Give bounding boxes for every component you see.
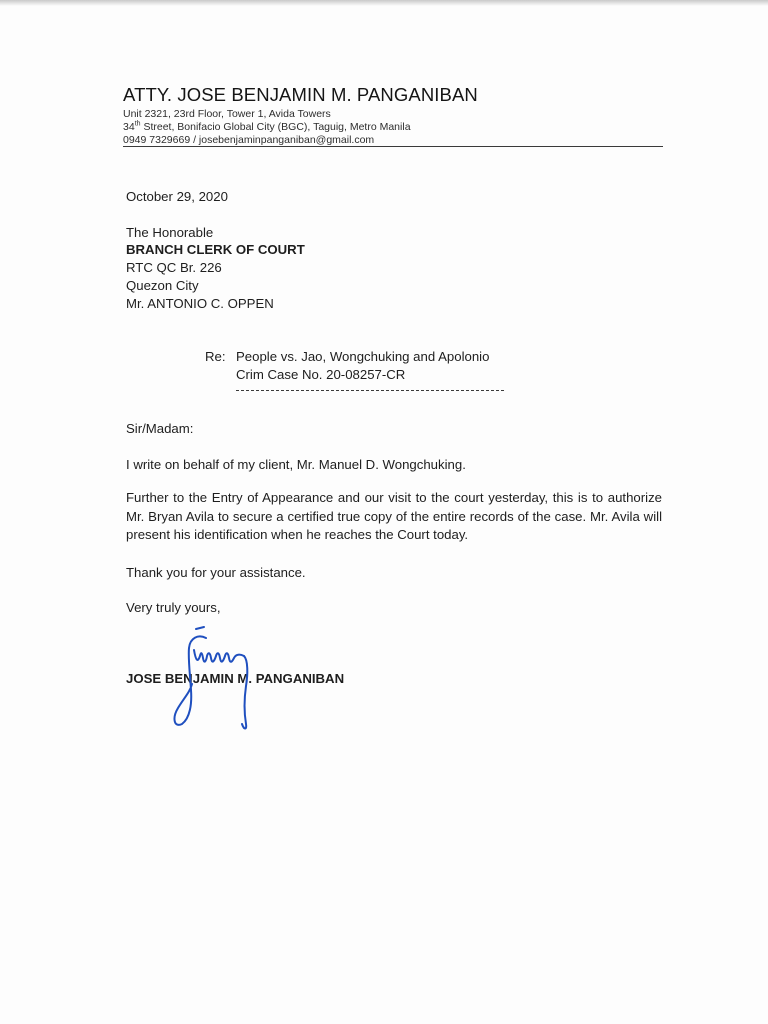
recipient-court: RTC QC Br. 226 (126, 260, 222, 275)
letterhead-divider (123, 146, 663, 147)
reference-case-number: Crim Case No. 20-08257-CR (236, 367, 406, 382)
thanks-line: Thank you for your assistance. (126, 565, 306, 580)
letterhead-name: ATTY. JOSE BENJAMIN M. PANGANIBAN (123, 84, 478, 105)
letterhead-contact: 0949 7329669 / josebenjaminpanganiban@gmail.com (123, 134, 375, 146)
body-paragraph-2: Further to the Entry of Appearance and our visit to the court yesterday, this is to authorize Mr. Bryan Avila to secure a certified true copy of the entire records of the case. Mr. Avila will present his identification when he reaches the Court today. (126, 490, 662, 542)
street-number-suffix: th (134, 120, 141, 128)
signatory-name: JOSE BENJAMIN M. PANGANIBAN (126, 671, 345, 686)
body-paragraph-1: I write on behalf of my client, Mr. Manuel D. Wongchuking. (126, 457, 466, 472)
letter-date: October 29, 2020 (126, 189, 228, 204)
recipient-title: BRANCH CLERK OF COURT (126, 242, 305, 257)
street-number: 34 (123, 121, 135, 133)
valediction: Very truly yours, (126, 600, 221, 615)
scan-edge-shadow (0, 0, 768, 6)
letterhead-address-line-2 (123, 121, 411, 134)
street-address: Street, Bonifacio Global City (BGC), Taguig, Metro Manila (140, 121, 411, 133)
greeting: Sir/Madam: (126, 421, 194, 436)
reference-case-title: People vs. Jao, Wongchuking and Apolonio (236, 349, 490, 364)
recipient-salutation: The Honorable (126, 225, 214, 240)
letterhead-address-line-1: Unit 2321, 23rd Floor, Tower 1, Avida Towers (123, 108, 331, 120)
reference-dashed-rule (236, 390, 504, 391)
reference-label: Re: (205, 349, 226, 364)
recipient-person: Mr. ANTONIO C. OPPEN (126, 296, 274, 311)
recipient-city: Quezon City (126, 278, 199, 293)
handwritten-signature (160, 612, 260, 737)
